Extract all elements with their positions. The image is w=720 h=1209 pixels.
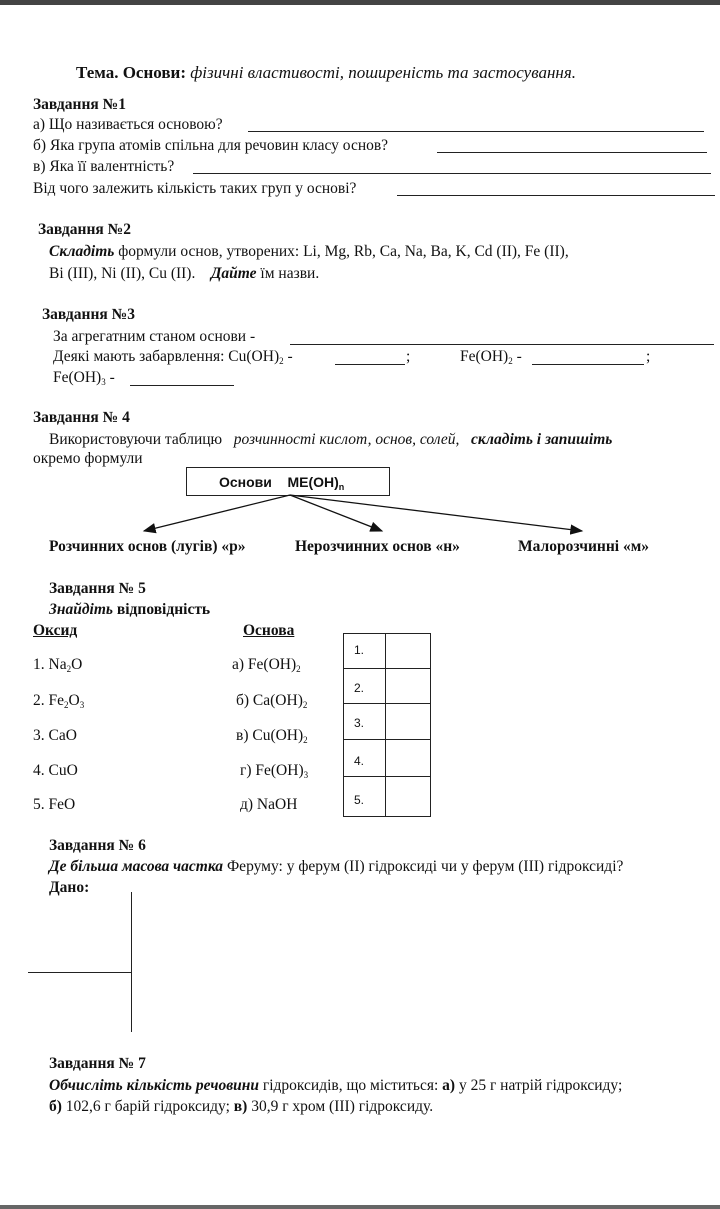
- base-item: б) $Ca(OH)_2$: [236, 692, 308, 710]
- given-vertical-line: [131, 892, 132, 1032]
- task1-answer-line-a[interactable]: [248, 131, 704, 132]
- task1-question-d: Від чого залежить кількість таких груп у основі?: [33, 180, 357, 197]
- bottom-edge: [0, 1205, 720, 1209]
- answer-number-cell: 5.: [343, 776, 386, 817]
- task4-text-line1: Використовуючи таблицю розчинності кислот, основ, солей, складіть і запишіть: [49, 431, 613, 448]
- task3-heading: Завдання №3: [42, 306, 135, 323]
- task3-semicolon-2: ;: [646, 348, 651, 365]
- task6-given: Дано:: [49, 879, 90, 896]
- arrow-slightly-soluble: [290, 495, 582, 531]
- answer-number-cell: 2.: [343, 668, 386, 704]
- answer-number-cell: 1.: [343, 633, 386, 669]
- task7-line1: Обчисліть кількість речовини гідроксидів, що міститься: а) у 25 г натрій гідроксиду;: [49, 1077, 623, 1094]
- task1-question-b: б) Яка група атомів спільна для речовин класу основ?: [33, 137, 389, 154]
- task2-heading: Завдання №2: [38, 221, 131, 238]
- task3-line1: За агрегатним станом основи -: [53, 328, 256, 345]
- task1-answer-line-d[interactable]: [397, 195, 715, 196]
- task3-answer-line-1[interactable]: [290, 344, 714, 345]
- top-edge: [0, 0, 720, 5]
- task1-question-a: а) Що називається основою?: [33, 116, 223, 133]
- task3-semicolon-1: ;: [406, 348, 411, 365]
- base-item: в) $Cu(OH)_2$: [236, 727, 308, 745]
- task2-line1: Складіть формули основ, утворених: Li, Mg, Rb, Ca, Na, Ba, K, Cd (II), Fe (II),: [49, 243, 569, 260]
- base-item: а) $Fe(OH)_2$: [232, 656, 301, 674]
- task1-question-c: в) Яка її валентність?: [33, 158, 175, 175]
- task5-instruction: Знайдіть відповідність: [49, 601, 211, 618]
- task7-heading: Завдання № 7: [49, 1055, 146, 1072]
- task1-answer-line-c[interactable]: [193, 173, 711, 174]
- oxide-item: 1. $Na_2O$: [33, 656, 83, 674]
- task3-answer-line-fe2[interactable]: [532, 364, 644, 365]
- task4-heading: Завдання № 4: [33, 409, 130, 426]
- task6-question: Де більша масова частка Феруму: у ферум (II) гідроксиді чи у ферум (III) гідроксиді?: [49, 858, 624, 875]
- base-item: г) $Fe(OH)_3$: [240, 762, 309, 780]
- base-item: д) NaOH: [240, 796, 298, 813]
- category-slightly-soluble: Малорозчинні «м»: [518, 538, 650, 555]
- task3-fe2: $Fe(OH)_2$ -: [460, 348, 522, 366]
- category-soluble: Розчинних основ (лугів) «р»: [49, 538, 246, 555]
- task3-answer-line-fe3[interactable]: [130, 385, 234, 386]
- category-insoluble: Нерозчинних основ «н»: [295, 538, 460, 555]
- oxide-item: 4. CuO: [33, 762, 78, 779]
- column-header-base: Основа: [243, 622, 295, 639]
- task7-line2: б) 102,6 г барій гідроксиду; в) 30,9 г хром (ІІІ) гідроксиду.: [49, 1098, 434, 1115]
- oxide-item: 5. FeO: [33, 796, 76, 813]
- answer-input-cell[interactable]: [385, 668, 431, 704]
- answer-input-cell[interactable]: [385, 633, 431, 669]
- answer-input-cell[interactable]: [385, 739, 431, 777]
- task5-heading: Завдання № 5: [49, 580, 146, 597]
- task1-heading: Завдання №1: [33, 96, 126, 113]
- task3-line2: Деякі мають забарвлення: $Cu(OH)_2$ -: [53, 348, 293, 366]
- page-title: Тема. Основи: фізичні властивості, поширеність та застосування.: [76, 63, 576, 82]
- answer-input-cell[interactable]: [385, 776, 431, 817]
- column-header-oxide: Оксид: [33, 622, 78, 639]
- answer-input-cell[interactable]: [385, 703, 431, 740]
- oxide-item: 3. CaO: [33, 727, 77, 744]
- classification-arrows: [0, 490, 720, 540]
- task3-answer-line-cu[interactable]: [335, 364, 405, 365]
- given-horizontal-line: [28, 972, 132, 973]
- task6-heading: Завдання № 6: [49, 837, 146, 854]
- arrow-soluble: [144, 495, 290, 531]
- oxide-item: 2. $Fe_2O_3$: [33, 692, 85, 710]
- task2-line2: Bi (III), Ni (II), Cu (II). Дайте їм назви.: [49, 265, 320, 282]
- task1-answer-line-b[interactable]: [437, 152, 707, 153]
- answer-number-cell: 3.: [343, 703, 386, 740]
- bases-box-label: Основи $МЕ(ОН)_n$: [219, 474, 345, 492]
- task3-line3: $Fe(OH)_3$ -: [53, 369, 115, 387]
- answer-number-cell: 4.: [343, 739, 386, 777]
- task4-text-line2: окремо формули: [33, 450, 143, 467]
